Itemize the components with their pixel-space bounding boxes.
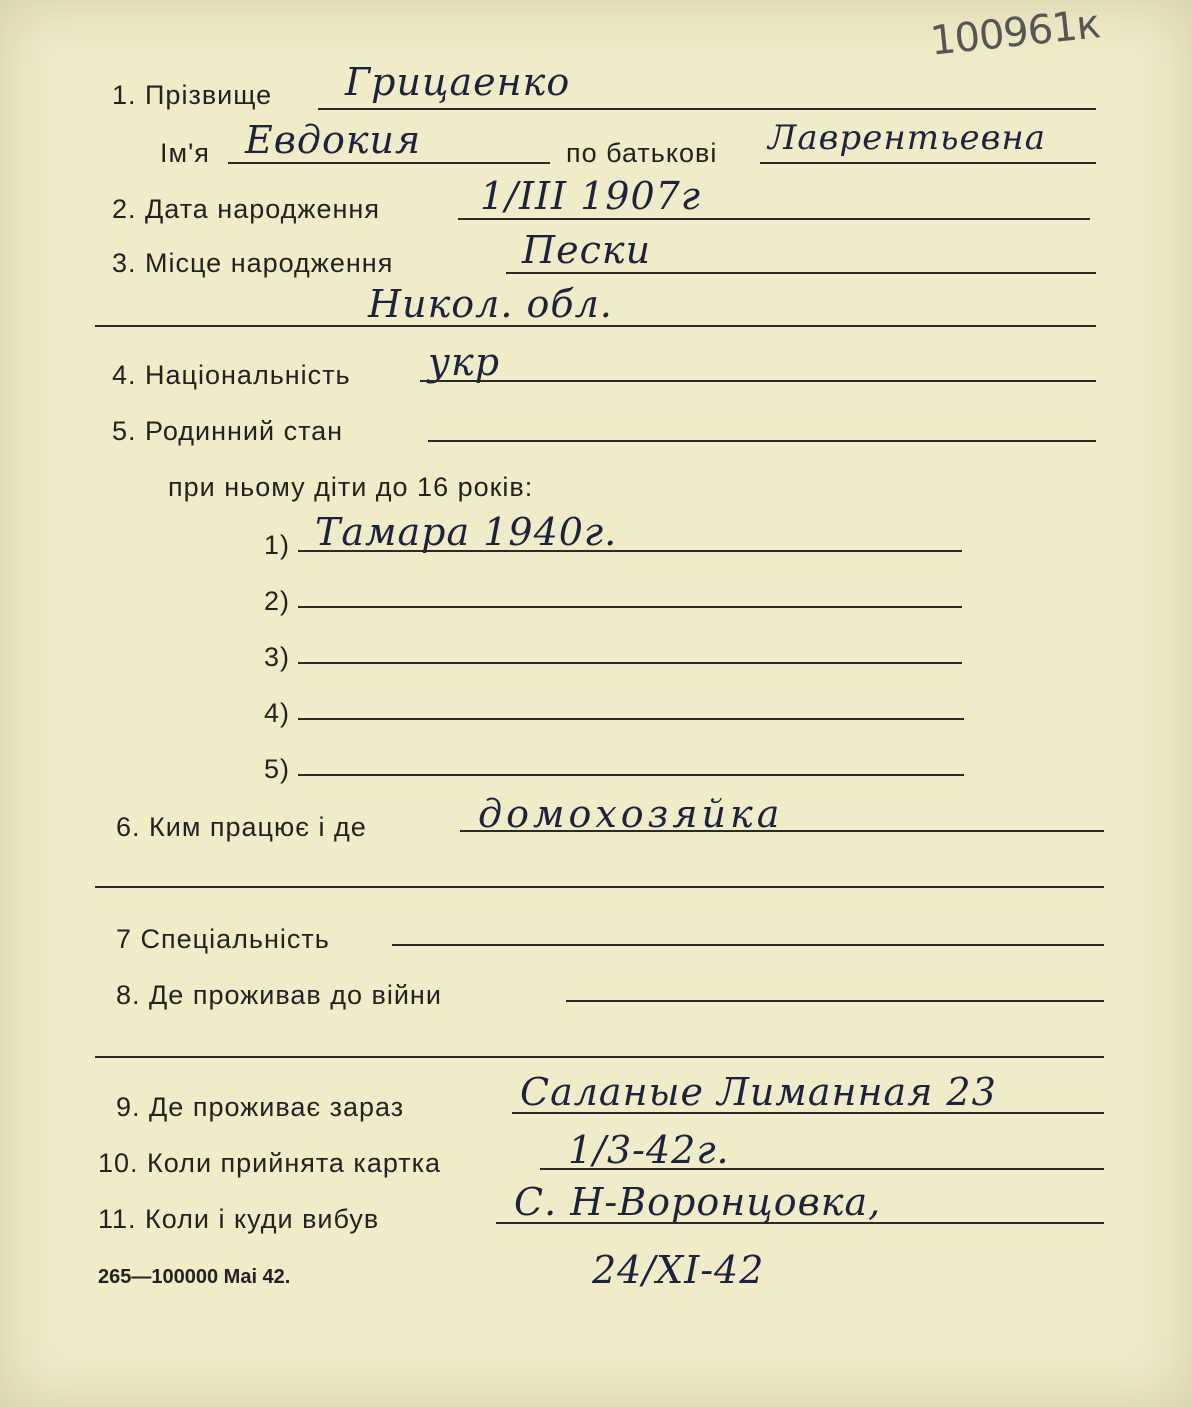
specialty-line [392, 944, 1104, 946]
current-residence-line [512, 1112, 1104, 1114]
name-line [228, 162, 550, 164]
birthplace-line-1 [506, 272, 1096, 274]
birthdate-label: 2. Дата народження [112, 194, 380, 224]
child-1-num: 1) [264, 530, 291, 560]
prewar-residence-line-2 [95, 1056, 1104, 1058]
nationality-label: 4. Національність [112, 360, 351, 390]
nationality-value: укр [428, 340, 501, 384]
surname-line [318, 108, 1096, 110]
current-residence-label: 9. Де проживає зараз [116, 1092, 405, 1122]
occupation-line-2 [95, 886, 1104, 888]
marital-line [428, 440, 1096, 442]
occupation-line-1 [460, 830, 1104, 832]
children-label: при ньому діти до 16 років: [168, 472, 534, 502]
current-residence-value: Саланые Лиманная 23 [520, 1070, 997, 1114]
card-accepted-label: 10. Коли прийнята картка [98, 1148, 442, 1178]
occupation-value: домохозяйка [478, 792, 784, 836]
child-1-value: Тамара 1940г. [315, 510, 618, 554]
card-accepted-value: 1/3-42г. [568, 1128, 730, 1172]
birthplace-label: 3. Місце народження [112, 248, 394, 278]
child-5-num: 5) [264, 754, 291, 784]
departure-label: 11. Коли і куди вибув [98, 1204, 380, 1234]
patronymic-line [760, 162, 1096, 164]
birthplace-value-2: Никол. обл. [368, 282, 613, 326]
child-3-num: 3) [264, 642, 291, 672]
child-2-line [298, 606, 962, 608]
patronymic-value: Лаврентьевна [768, 118, 1047, 158]
child-4-num: 4) [264, 698, 291, 728]
surname-label: 1. Прізвище [112, 80, 273, 110]
birthplace-line-2 [95, 325, 1096, 327]
birthdate-line [458, 218, 1090, 220]
specialty-label: 7 Спеціальність [116, 924, 330, 954]
nationality-line [420, 380, 1096, 382]
child-5-line [298, 774, 964, 776]
prewar-residence-line-1 [566, 1000, 1104, 1002]
prewar-residence-label: 8. Де проживав до війни [116, 980, 442, 1010]
departure-line [496, 1222, 1104, 1224]
child-1-line [298, 550, 962, 552]
print-code: 265—100000 Mai 42. [98, 1266, 291, 1288]
occupation-label: 6. Ким працює і де [116, 812, 367, 842]
child-2-num: 2) [264, 586, 291, 616]
patronymic-label: по батькові [566, 138, 718, 168]
child-4-line [298, 718, 964, 720]
marital-label: 5. Родинний стан [112, 416, 344, 446]
name-label: Ім'я [160, 138, 210, 168]
card-number: 100961к [928, 1, 1102, 65]
name-value: Евдокия [245, 118, 422, 162]
birthplace-value-1: Пески [522, 228, 652, 272]
departure-value-2: 24/XI-42 [592, 1248, 765, 1292]
birthdate-value: 1/III 1907г [480, 174, 702, 218]
departure-value-1: С. Н-Воронцовка, [514, 1180, 882, 1224]
card-accepted-line [540, 1168, 1104, 1170]
child-3-line [298, 662, 962, 664]
surname-value: Грицаенко [345, 60, 571, 104]
